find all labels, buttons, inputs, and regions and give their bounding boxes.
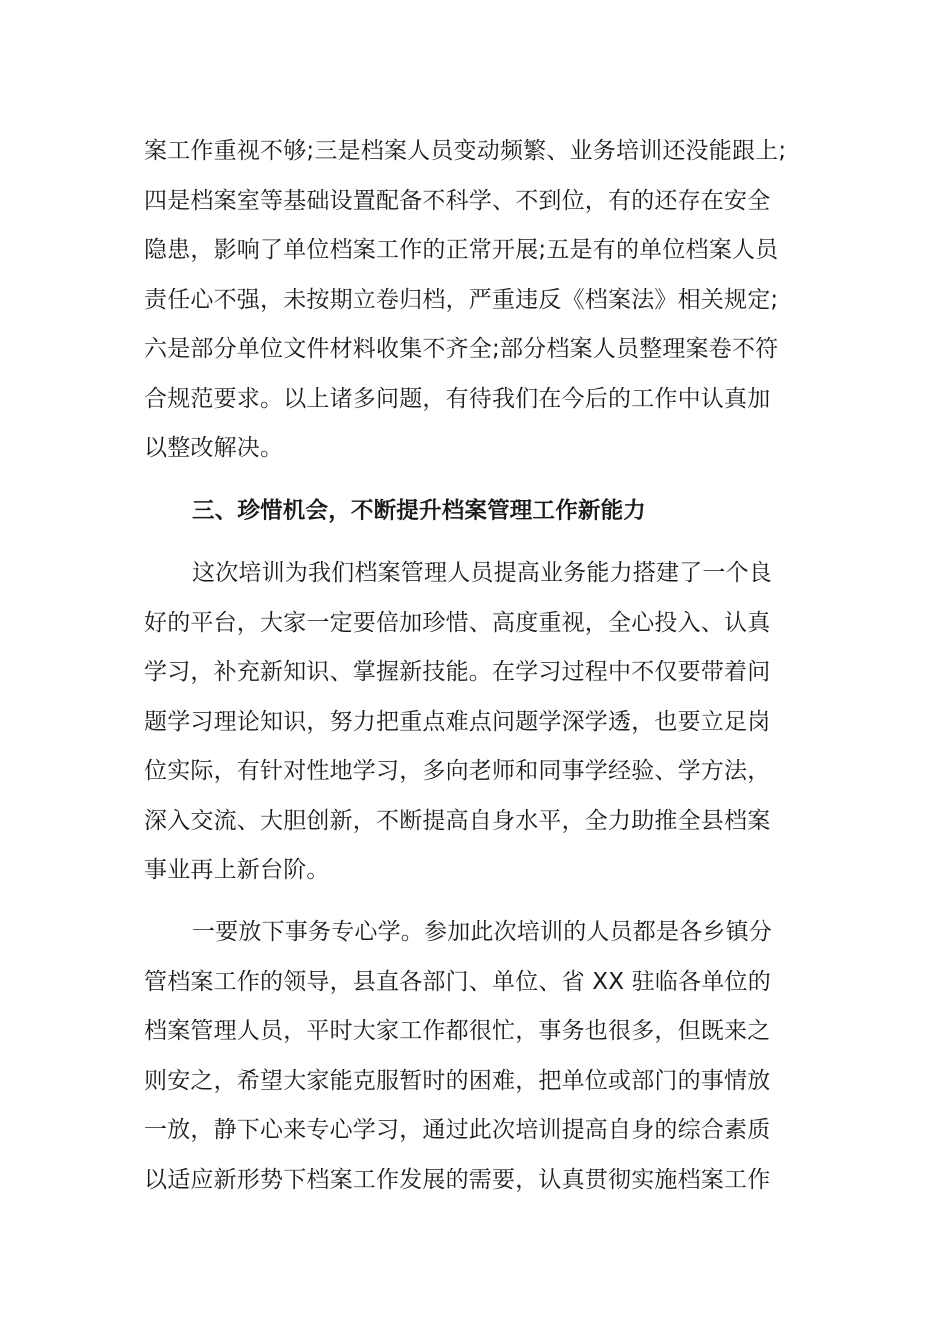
section-heading: 三、珍惜机会，不断提升档案管理工作新能力 bbox=[192, 498, 647, 524]
paragraph-line: 六是部分单位文件材料收集不齐全;部分档案人员整理案卷不符 bbox=[144, 336, 779, 362]
paragraph-line: 题学习理论知识，努力把重点难点问题学深学透，也要立足岗 bbox=[144, 708, 771, 735]
paragraph-line: 好的平台，大家一定要倍加珍惜、高度重视，全心投入、认真 bbox=[144, 609, 771, 636]
training-paragraph bbox=[144, 549, 804, 896]
paragraph-line: 深入交流、大胆创新，不断提高自身水平，全力助推全县档案 bbox=[144, 807, 771, 834]
paragraph-line: 责任心不强，未按期立卷归档，严重违反《档案法》相关规定; bbox=[144, 286, 779, 313]
paragraph-line: 学习，补充新知识、掌握新技能。在学习过程中不仅要带着问 bbox=[144, 659, 771, 685]
paragraph-line: 事业再上新台阶。 bbox=[144, 857, 330, 883]
first-point-paragraph bbox=[144, 908, 804, 1205]
paragraph-line: 合规范要求。以上诸多问题，有待我们在今后的工作中认真加 bbox=[144, 385, 771, 412]
paragraph-line: 以适应新形势下档案工作发展的需要，认真贯彻实施档案工作 bbox=[144, 1166, 771, 1193]
paragraph-line: 则安之，希望大家能克服暂时的困难，把单位或部门的事情放 bbox=[144, 1067, 771, 1094]
paragraph-line: 位实际，有针对性地学习，多向老师和同事学经验、学方法， bbox=[144, 758, 771, 784]
paragraph-line: 以整改解决。 bbox=[144, 435, 284, 461]
paragraph-line: 这次培训为我们档案管理人员提高业务能力搭建了一个良 bbox=[192, 560, 772, 586]
paragraph-line: 一要放下事务专心学。参加此次培训的人员都是各乡镇分 bbox=[192, 919, 772, 945]
paragraph-line: 四是档案室等基础设置配备不科学、不到位，有的还存在安全 bbox=[144, 187, 771, 214]
section-heading-block bbox=[144, 487, 804, 537]
continuation-paragraph bbox=[144, 127, 804, 474]
paragraph-line: 隐患，影响了单位档案工作的正常开展;五是有的单位档案人员 bbox=[144, 237, 779, 263]
paragraph-line: 管档案工作的领导，县直各部门、单位、省 XX 驻临各单位的 bbox=[144, 968, 771, 995]
paragraph-line: 档案管理人员，平时大家工作都很忙，事务也很多，但既来之 bbox=[144, 1018, 771, 1044]
paragraph-line: 一放，静下心来专心学习，通过此次培训提高自身的综合素质 bbox=[144, 1117, 771, 1143]
paragraph-line: 案工作重视不够;三是档案人员变动频繁、业务培训还没能跟上; bbox=[144, 138, 787, 164]
